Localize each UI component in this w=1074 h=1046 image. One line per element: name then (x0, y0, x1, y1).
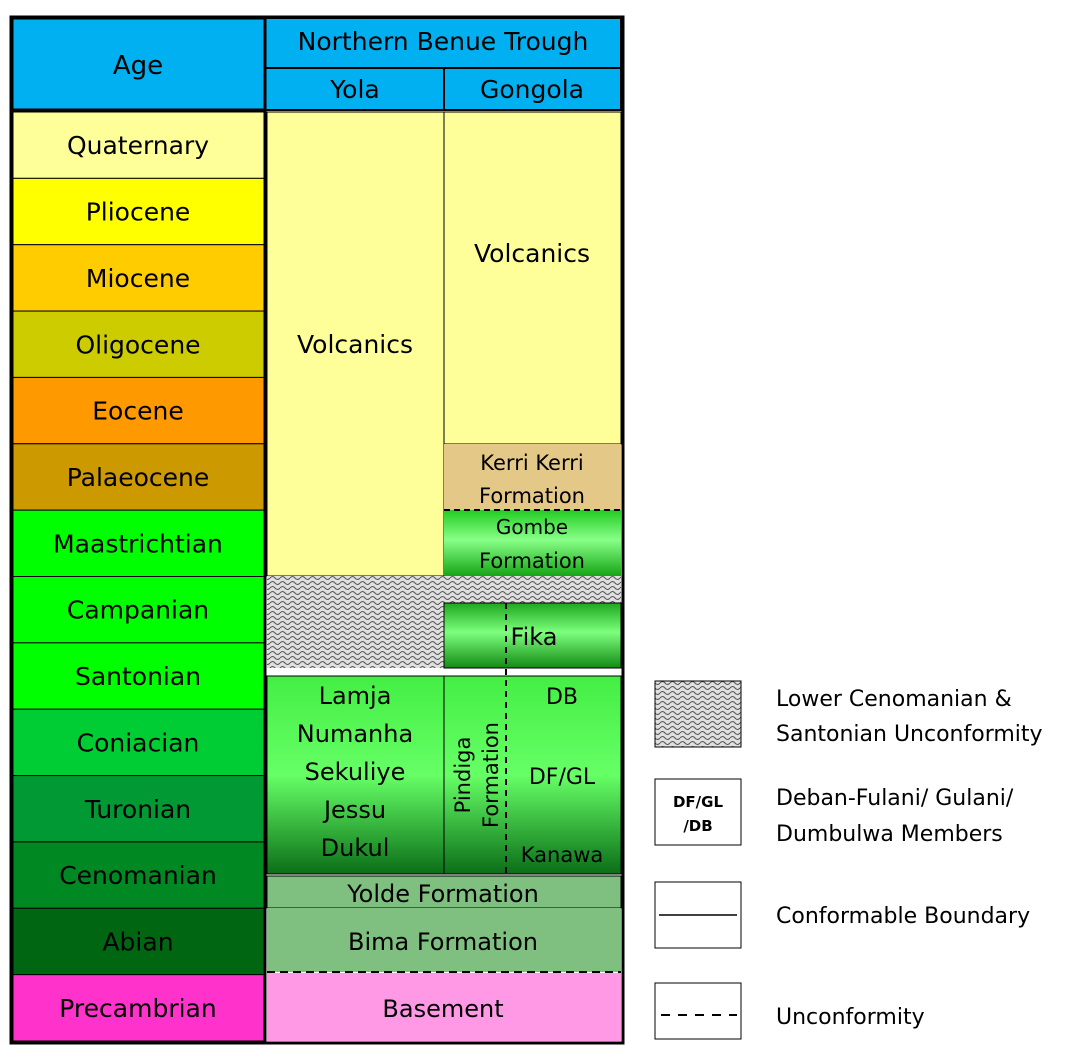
age-label: Abian (102, 927, 174, 957)
yolde-label: Yolde Formation (347, 880, 539, 908)
yola-volcanics-label: Volcanics (296, 330, 414, 359)
trough-header: Northern Benue Trough (297, 27, 589, 56)
age-label: Eocene (92, 396, 184, 426)
yola-member-label: Dukul (320, 834, 390, 862)
legend-members-label-1: Deban-Fulani/ Gulani/ (776, 786, 1014, 811)
age-label: Precambrian (59, 993, 217, 1023)
kerri-kerri-label-2: Formation (479, 484, 585, 508)
fika-label: Fika (510, 623, 558, 651)
age-label: Pliocene (85, 197, 191, 227)
kanawa-label: Kanawa (520, 843, 604, 867)
yola-member-label: Numanha (296, 720, 414, 748)
gongola-header: Gongola (480, 75, 584, 104)
age-label: Santonian (74, 662, 202, 692)
age-label: Quaternary (66, 131, 210, 161)
pindiga-label-2: Formation (479, 722, 503, 828)
legend-members-label-2: Dumbulwa Members (776, 822, 1003, 847)
age-label: Palaeocene (66, 462, 210, 492)
age-label: Miocene (85, 263, 191, 293)
age-label: Oligocene (75, 330, 201, 360)
age-label: Campanian (66, 595, 210, 625)
pindiga-label-1: Pindiga (451, 736, 475, 814)
age-label: Cenomanian (59, 861, 217, 891)
legend-unconformity-swatch (655, 983, 741, 1039)
age-label: Maastrichtian (53, 529, 223, 559)
gombe-label-1: Gombe (495, 515, 569, 539)
legend-hatch-swatch (655, 681, 741, 747)
gombe-label-2: Formation (479, 549, 585, 573)
legend (655, 681, 1043, 1039)
yola-member-label: Lamja (318, 682, 392, 710)
legend-hatch-label-1: Lower Cenomanian & (776, 687, 1012, 712)
age-column (13, 112, 265, 1041)
legend-members-swatch-text-2: /DB (683, 817, 713, 835)
age-label: Turonian (84, 794, 192, 824)
db-label: DB (545, 685, 579, 710)
legend-members-swatch (655, 779, 741, 845)
kerri-kerri-label-1: Kerri Kerri (480, 451, 584, 475)
legend-unconformity-label: Unconformity (776, 1005, 925, 1030)
gongola-volcanics-label: Volcanics (473, 239, 591, 268)
yola-header: Yola (330, 75, 380, 104)
age-label: Coniacian (76, 728, 200, 758)
legend-hatch-label-2: Santonian Unconformity (776, 722, 1043, 747)
legend-members-swatch-text-1: DF/GL (672, 793, 724, 811)
legend-conformable-label: Conformable Boundary (776, 904, 1031, 929)
gongola-volcanics-unit (444, 112, 621, 444)
basement-label: Basement (382, 995, 504, 1023)
bima-label: Bima Formation (348, 928, 538, 956)
yola-member-label: Sekuliye (304, 758, 406, 786)
dfgl-label: DF/GL (528, 765, 596, 790)
age-header: Age (112, 51, 164, 81)
yola-member-label: Jessu (323, 796, 387, 824)
